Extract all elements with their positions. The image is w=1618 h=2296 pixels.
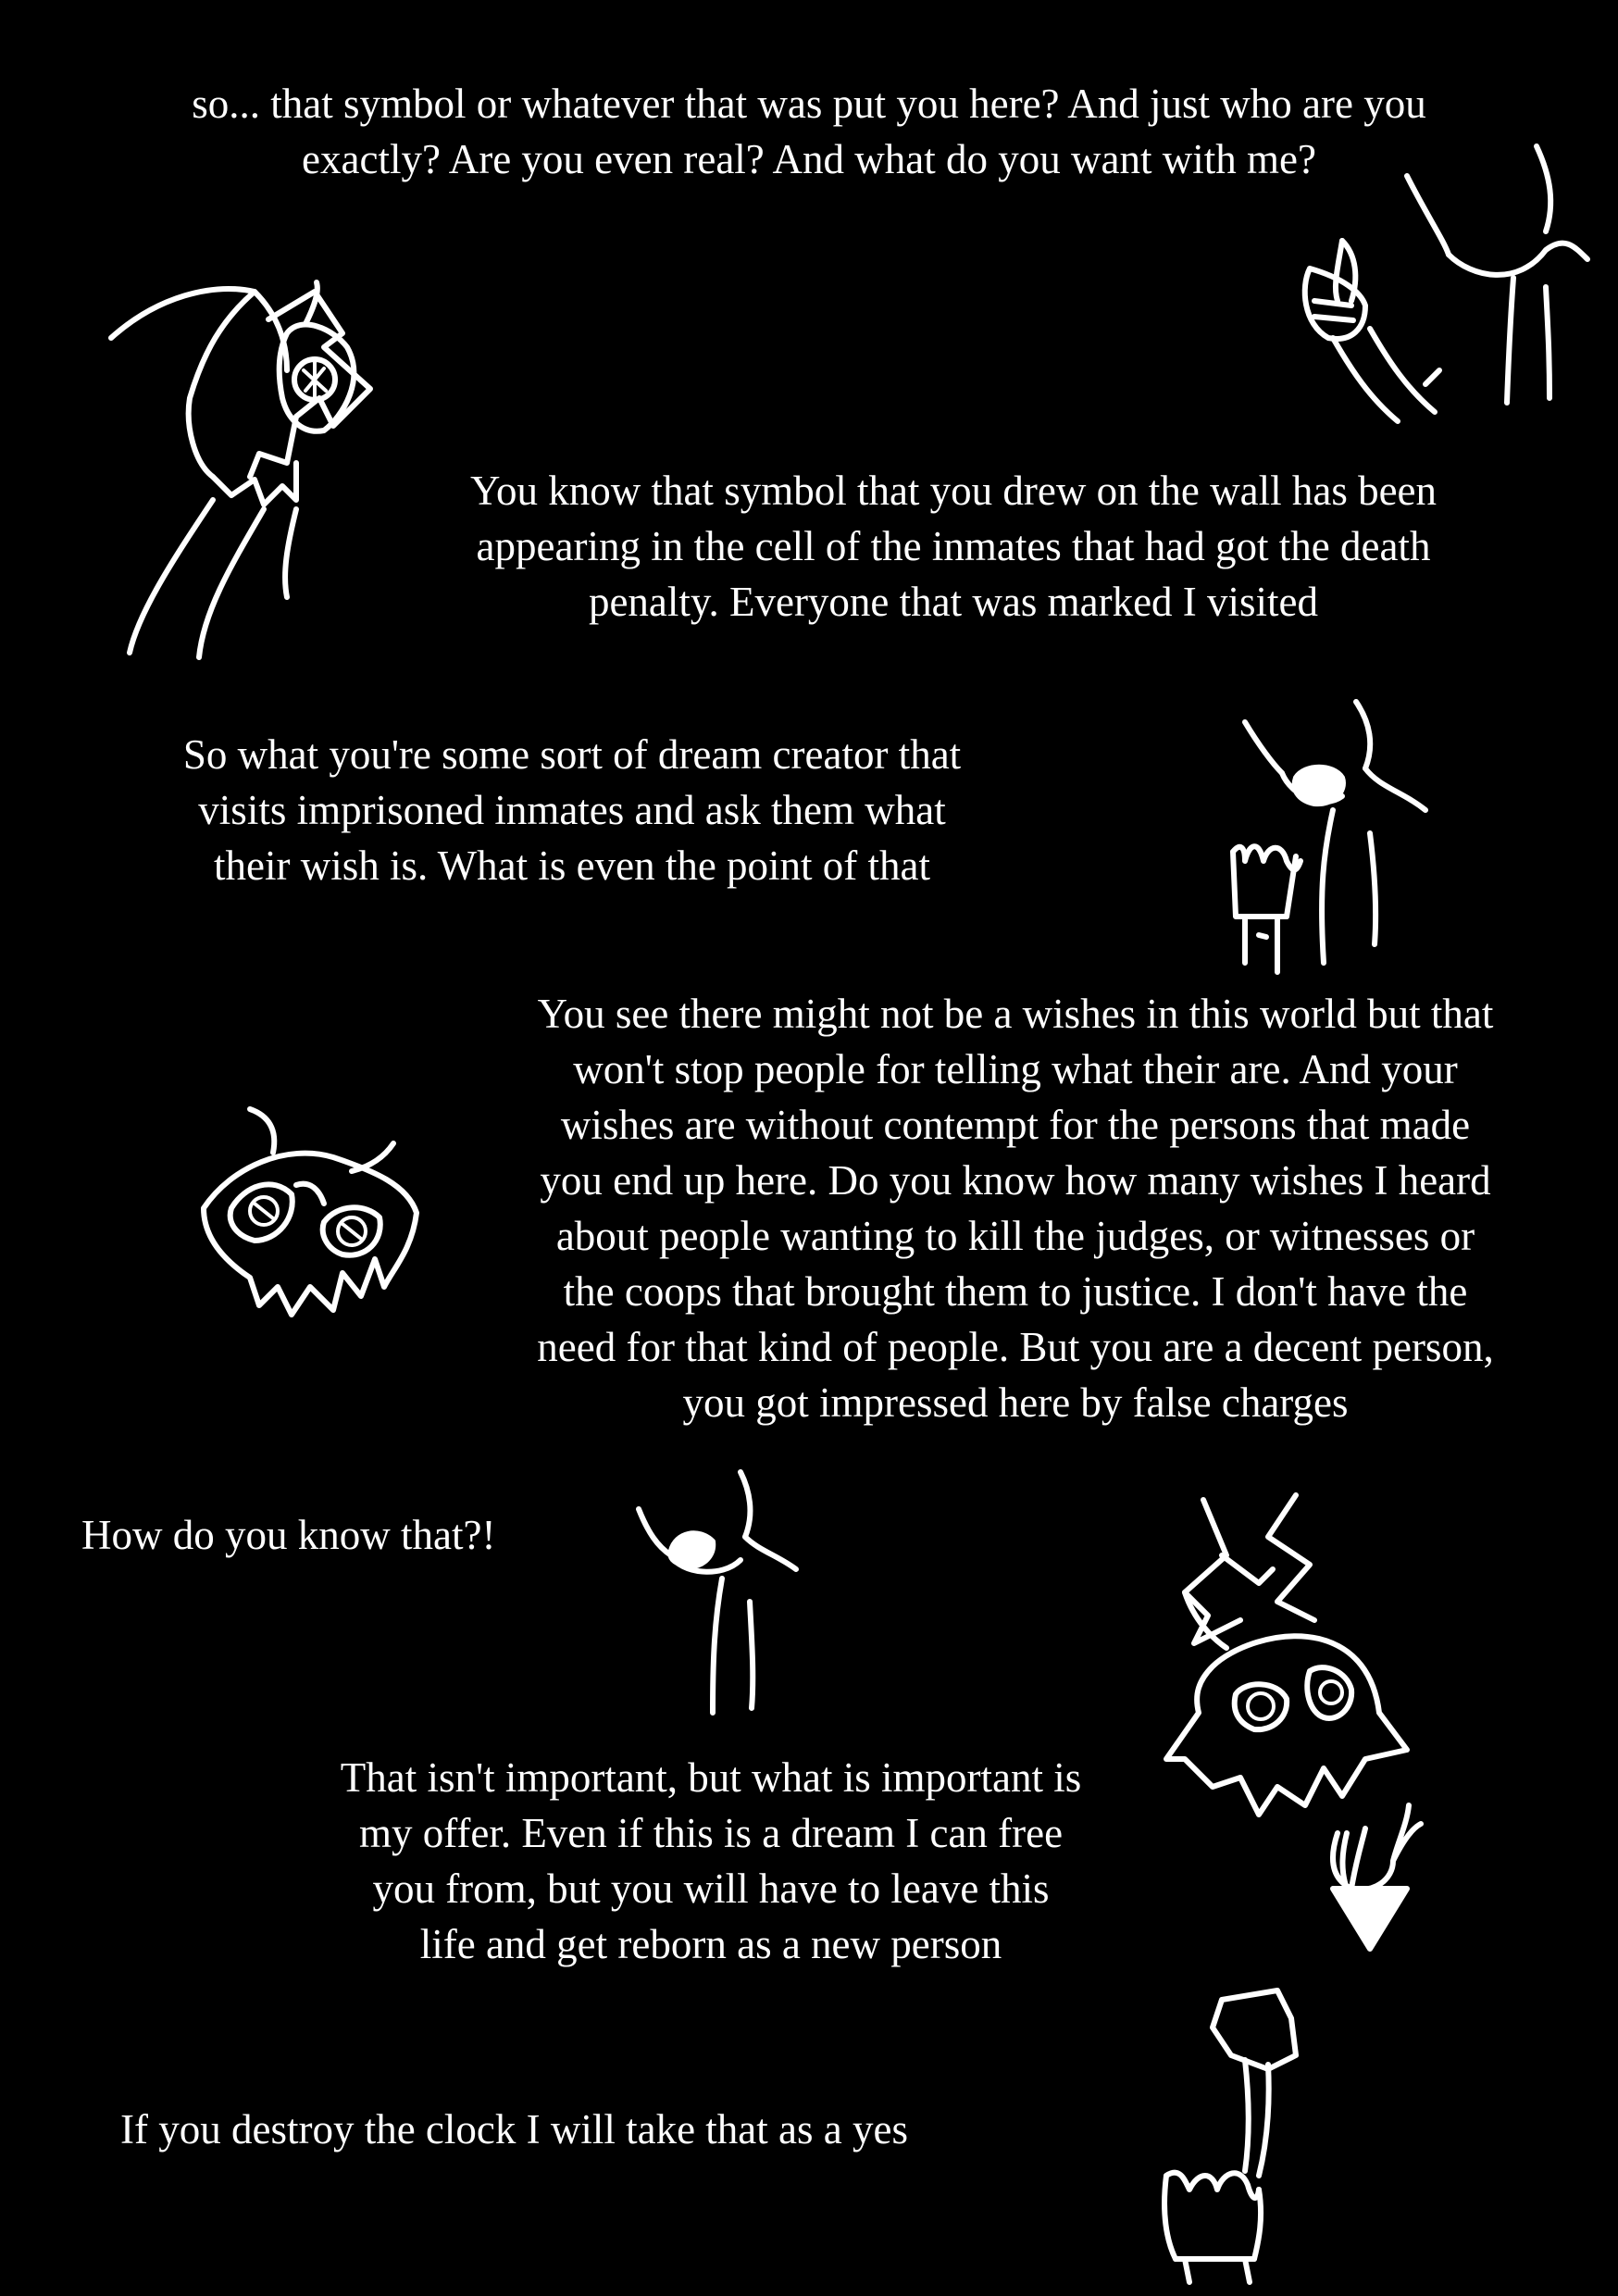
inmate-thumbs-up-drawing — [1287, 139, 1601, 444]
dialogue-line: That isn't important, but what is important is — [340, 1754, 1082, 1801]
dialogue-line: you got impressed here by false charges — [682, 1379, 1349, 1426]
dialogue-line: about people wanting to kill the judges, or witnesses or — [555, 1213, 1475, 1259]
dialogue-line: life and get reborn as a new person — [419, 1921, 1002, 1967]
dialogue-line: If you destroy the clock I will take that as a yes — [120, 2106, 908, 2152]
inmate-pointing-drawing — [1194, 694, 1444, 981]
dialogue-line: How do you know that?! — [81, 1512, 496, 1558]
dialogue-line: you end up here. Do you know how many wishes I heard — [540, 1157, 1491, 1204]
masked-stranger-reaching-drawing — [1157, 1481, 1462, 1963]
dialogue-line: wishes are without contempt for the persons that made — [560, 1102, 1471, 1148]
dialogue-line: need for that kind of people. But you are a decent person, — [537, 1324, 1494, 1370]
masked-stranger-drawing — [102, 278, 417, 667]
dialogue-line: the coops that brought them to justice. I don't have the — [563, 1268, 1468, 1315]
dialogue-line: exactly? Are you even real? And what do you want with me? — [302, 136, 1316, 182]
dialogue-line: penalty. Everyone that was marked I visited — [588, 579, 1319, 625]
dialogue-line: my offer. Even if this is a dream I can free — [358, 1810, 1064, 1856]
hand-holding-hammer-drawing — [1148, 1981, 1361, 2287]
dialogue-line: appearing in the cell of the inmates that had got the death — [476, 523, 1431, 569]
dialogue-line: You see there might not be a wishes in this world but that — [537, 991, 1494, 1037]
dialogue-line: so... that symbol or whatever that was put you here? And just who are you — [192, 81, 1426, 127]
dialogue-line: You know that symbol that you drew on the wall has been — [469, 468, 1438, 514]
dialogue-line: visits imprisoned inmates and ask them what — [198, 787, 946, 833]
mask-face-drawing — [185, 1102, 426, 1333]
dialogue-line: won't stop people for telling what their are. And your — [573, 1046, 1458, 1092]
dialogue-line: So what you're some sort of dream creator that — [182, 731, 962, 778]
dialogue-line: their wish is. What is even the point of that — [213, 842, 931, 889]
dialogue-line: you from, but you will have to leave this — [372, 1866, 1050, 1912]
inmate-startled-drawing — [611, 1463, 824, 1722]
